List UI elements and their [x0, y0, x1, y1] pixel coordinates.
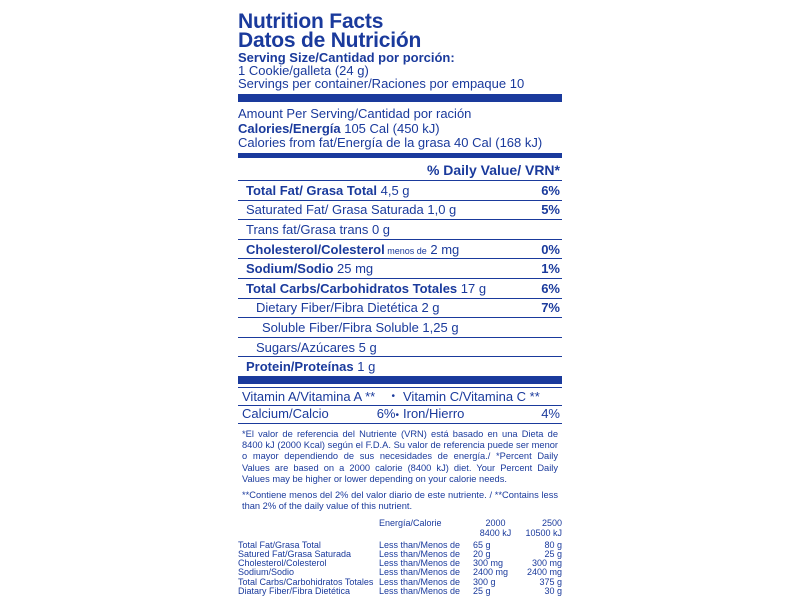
nutrient-percent: 6% [541, 280, 560, 296]
nutrient-label: Dietary Fiber/Fibra Dietética 2 g [256, 300, 440, 316]
nutrient-amount: 1 g [353, 359, 376, 375]
vitamin-a-label: Vitamin A/Vitamina A ** [242, 388, 376, 404]
calories-from-fat: Calories from fat/Energía de la grasa 40 Cal (168 kJ) [238, 135, 543, 150]
nutrient-label: Soluble Fiber/Fibra Soluble 1,25 g [262, 319, 459, 335]
nutrient-row-total-fat [238, 180, 562, 200]
calcium-label: Calcium/Calcio [242, 406, 329, 422]
vitamins-row-2 [238, 405, 562, 422]
nutrient-percent: 7% [541, 300, 560, 316]
nutrient-row-cholesterol [238, 239, 562, 259]
nutrient-label: Protein/Proteínas [246, 359, 354, 375]
table-row: Diatary Fiber/Fibra Dietética Less than/Menos de 25 g 30 g [238, 585, 562, 596]
nutrient-label: Cholesterol/Colesterol [246, 241, 385, 257]
divider-medium [238, 153, 562, 158]
vitamins-grid [238, 387, 562, 422]
nutrition-facts-label [238, 12, 562, 596]
table-row: Total Carbs/Carbohidratos Totales Less than/Menos de 300 g 375 g [238, 576, 562, 587]
nutrient-row-total-carbs [238, 278, 562, 298]
nutrient-label: Saturated Fat/ Grasa Saturada 1,0 g [246, 202, 457, 218]
title-english: Nutrition Facts [238, 10, 384, 33]
col-2000: 2000 [485, 518, 506, 529]
nutrient-amount: 17 g [457, 280, 487, 296]
table-row: Cholesterol/Colesterol Less than/Menos de 300 mg 300 mg [238, 558, 562, 569]
divider-thin [238, 423, 562, 424]
nutrient-row-sugars [238, 337, 562, 357]
col-10500kj: 10500 kJ [525, 527, 562, 538]
nutrient-row-soluble-fiber [238, 317, 562, 337]
nutrient-label: Sodium/Sodio [246, 261, 334, 277]
nutrient-row-dietary-fiber [238, 298, 562, 318]
calories-value: 105 Cal (450 kJ) [340, 121, 440, 136]
nutrient-percent: 6% [541, 182, 560, 198]
serving-size-label: Serving Size/Cantidad por porción: [238, 50, 455, 65]
bullet-separator: • [391, 390, 395, 402]
footnote-vrn: *El valor de referencia del Nutriente (VRN) está basado en una Dieta de 8400 kJ (2000 Kcal) según el F.D.A. Su valor de referencia puede ser menor o mayor dependiendo de sus necesidades de energía./ *Percent Daily Values are based on a 2000 calorie (8400 kJ) diet. Your Percent Daily Values may be higher or lower depending on your calorie needs. [242, 428, 558, 484]
reference-header-row-2 [238, 529, 562, 538]
divider-thick-vitamins [238, 376, 562, 384]
nutrient-amount: 2 mg [426, 241, 460, 257]
amount-per-serving: Amount Per Serving/Cantidad por ración [238, 106, 472, 121]
nutrient-percent: 0% [541, 241, 560, 257]
daily-value-header: % Daily Value/ VRN* [426, 162, 560, 178]
reference-header-row [238, 519, 562, 528]
nutrient-row-protein [238, 356, 562, 376]
nutrient-row-trans-fat [238, 219, 562, 239]
nutrient-note: menos de [384, 245, 427, 256]
nutrient-amount: 4,5 g [376, 182, 410, 198]
col-8400kj: 8400 kJ [479, 527, 512, 538]
reference-table [238, 519, 562, 596]
divider-thick [238, 94, 562, 102]
nutrient-label: Total Fat/ Grasa Total [246, 182, 377, 198]
iron-label: Iron/Hierro [403, 406, 465, 422]
nutrient-label: Total Carbs/Carbohidratos Totales [246, 280, 458, 296]
col-2500: 2500 [541, 518, 562, 529]
table-row: Total Fat/Grasa Total Less than/Menos de 65 g 80 g [238, 539, 562, 550]
nutrient-percent: 5% [541, 202, 560, 218]
servings-per-container: Servings per container/Raciones por empaque 10 [238, 76, 525, 91]
nutrient-row-sodium [238, 258, 562, 278]
table-row: Sodium/Sodio Less than/Menos de 2400 mg 2400 mg [238, 567, 562, 578]
calories-label: Calories/Energía [238, 121, 341, 136]
serving-size-value: 1 Cookie/galleta (24 g) [238, 63, 369, 78]
calories-line [238, 122, 562, 136]
vitamin-c-label: Vitamin C/Vitamina C ** [403, 388, 540, 404]
footnote-less-than-2: **Contiene menos del 2% del valor diario de este nutriente. / **Contains less than 2% of the daily value of this nutrient. [242, 489, 558, 512]
calcium-percent: 6% [376, 406, 396, 422]
title-spanish: Datos de Nutrición [238, 29, 422, 52]
bullet-separator: • [395, 410, 399, 422]
nutrient-row-saturated-fat [238, 200, 562, 220]
vitamins-row-1 [238, 388, 562, 405]
nutrient-label: Trans fat/Grasa trans 0 g [246, 221, 391, 237]
nutrient-percent: 1% [541, 261, 560, 277]
energy-label: Energía/Calorie [379, 518, 442, 529]
table-row: Satured Fat/Grasa Saturada Less than/Menos de 20 g 25 g [238, 548, 562, 559]
nutrient-label: Sugars/Azúcares 5 g [256, 339, 377, 355]
nutrient-amount: 25 mg [333, 261, 374, 277]
iron-percent: 4% [541, 406, 560, 422]
